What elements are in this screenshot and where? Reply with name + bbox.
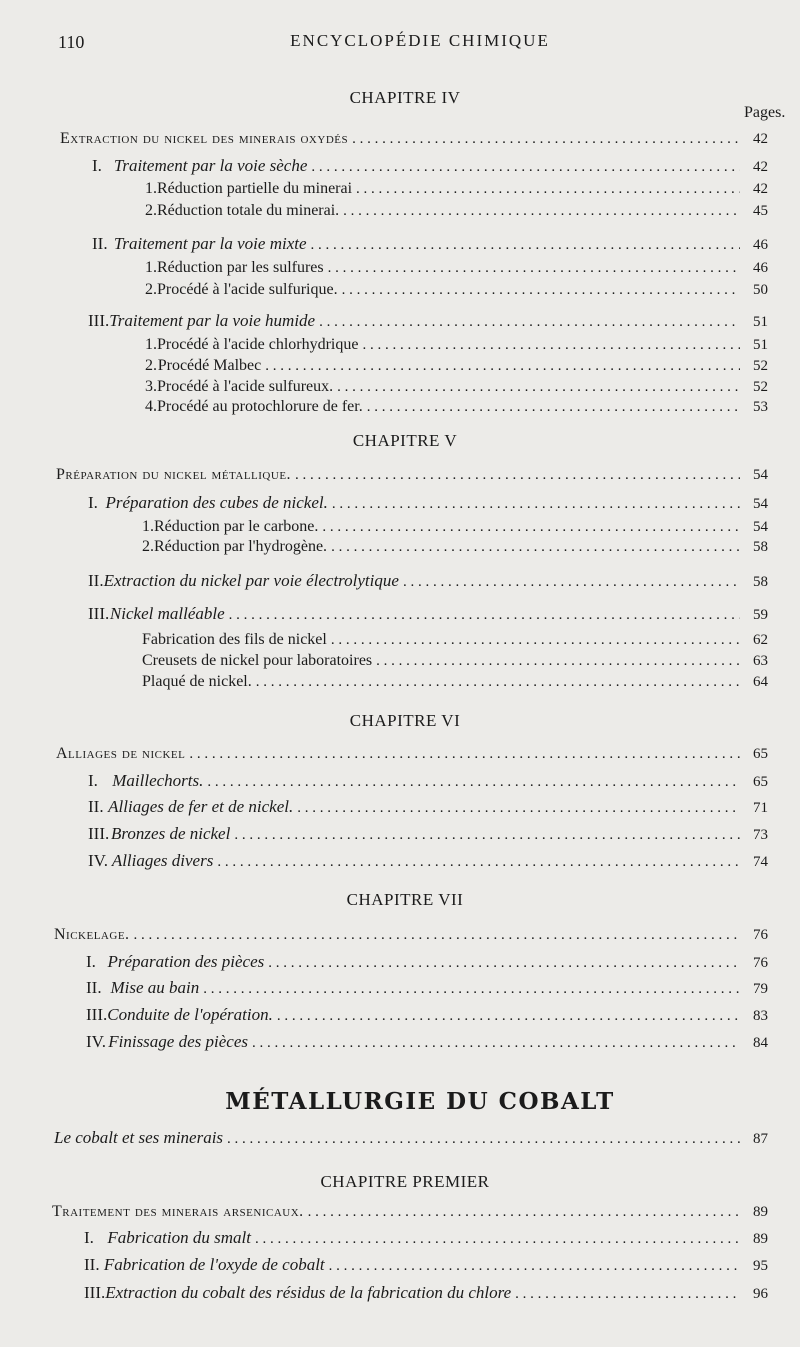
toc-entry-text: Préparation des pièces [107,952,265,971]
dot-leader [376,653,740,670]
toc-entry-page: 64 [753,674,768,690]
toc-entry [145,180,768,202]
dot-leader [234,827,740,844]
toc-entry-number: I. [92,156,102,175]
dot-leader [342,282,740,299]
dot-leader [217,854,740,871]
toc-entry [84,1255,768,1277]
toc-entry-page: 63 [753,653,768,669]
toc-entry-text: Traitement par la voie sèche [113,156,308,175]
toc-entry-text: Nickelage. [54,926,130,943]
toc-entry [56,466,768,488]
toc-entry-text: Alliages de fer et de nickel. [108,797,294,816]
toc-entry-page: 76 [753,927,768,943]
running-title: ENCYCLOPÉDIE CHIMIQUE [290,31,550,50]
toc-entry [88,851,768,873]
toc-entry-number: 2. [145,202,157,219]
toc-entry-page: 58 [753,574,768,590]
toc-entry-text: Traitement par la voie humide [109,311,316,330]
toc-entry-text: Finissage des pièces [108,1032,248,1051]
dot-leader [252,1035,740,1052]
toc-entry-text: Plaqué de nickel. [142,673,252,690]
toc-entry-page: 58 [753,539,768,555]
dot-leader [332,496,740,513]
toc-entry-page: 46 [753,237,768,253]
toc-entry-text: Fabrication de l'oxyde de cobalt [103,1255,325,1274]
toc-entry-text: Préparation des cubes de nickel. [105,493,328,512]
dot-leader [311,159,740,176]
dot-leader [362,337,740,354]
toc-entry [54,926,768,948]
toc-entry-page: 84 [753,1035,768,1051]
toc-entry-page: 83 [753,1008,768,1024]
toc-entry-text: Réduction par l'hydrogène. [154,538,328,555]
toc-entry-page: 42 [753,131,768,147]
toc-entry-number: III. [88,604,110,623]
toc-entry [60,130,768,152]
chapter-heading-premier: CHAPITRE PREMIER [320,1172,490,1191]
page-number: 110 [58,32,85,52]
dot-leader [268,955,740,972]
toc-entry-number: II. [84,1255,100,1274]
dot-leader [322,519,740,536]
toc-entry-text: Conduite de l'opération. [107,1005,273,1024]
toc-entry [142,538,768,560]
toc-entry [88,493,768,515]
dot-leader [227,1131,740,1148]
dot-leader [295,467,740,484]
toc-entry [145,357,768,379]
toc-entry-text: Traitement par la voie mixte [113,234,307,253]
toc-entry [142,652,768,674]
toc-entry [145,398,768,420]
toc-entry [145,259,768,281]
toc-entry [88,604,768,626]
toc-entry-page: 52 [753,379,768,395]
dot-leader [277,1008,740,1025]
toc-entry-page: 73 [753,827,768,843]
toc-entry [145,202,768,224]
toc-entry-number: I. [84,1228,94,1247]
toc-entry-page: 65 [753,746,768,762]
dot-leader [337,379,740,396]
toc-entry-page: 71 [753,800,768,816]
toc-entry-text: Procédé à l'acide sulfurique. [157,281,338,298]
toc-entry-number: 1. [145,259,157,276]
toc-entry-text: Réduction par le carbone. [154,518,319,535]
toc-entry-text: Fabrication des fils de nickel [142,631,327,648]
toc-entry-number: I. [88,493,98,512]
chapter-heading-vi: CHAPITRE VI [349,711,461,730]
toc-entry-number: III. [88,824,110,843]
toc-entry [145,336,768,358]
toc-entry [88,824,768,846]
dot-leader [319,314,740,331]
toc-entry-text: Réduction par les sulfures [157,259,324,276]
toc-entry-text: Traitement des minerais arsenicaux. [52,1203,304,1220]
toc-entry [88,311,768,333]
dot-leader [297,800,740,817]
toc-entry-page: 62 [753,632,768,648]
toc-entry-number: 1. [145,336,157,353]
toc-entry [86,1032,768,1054]
toc-entry-page: 96 [753,1286,768,1302]
toc-entry [56,745,768,767]
toc-entry [88,771,768,793]
toc-entry-text: Bronzes de nickel [111,824,231,843]
toc-entry-page: 87 [753,1131,768,1147]
toc-entry [145,378,768,400]
toc-entry-number: II. [92,234,108,253]
dot-leader [265,358,740,375]
dot-leader [343,203,740,220]
toc-entry-text: Fabrication du smalt [107,1228,251,1247]
toc-entry-number: 2. [145,357,157,374]
toc-entry-number: III. [84,1283,106,1302]
chapter-heading-v: CHAPITRE V [352,431,458,450]
toc-entry-page: 51 [753,314,768,330]
toc-entry-number: 1. [142,518,154,535]
toc-entry [142,631,768,653]
toc-entry-text: Réduction partielle du minerai [157,180,353,197]
toc-entry-text: Réduction totale du minerai. [157,202,340,219]
toc-entry-text: Alliages de nickel [56,745,186,762]
toc-entry-number: 2. [142,538,154,555]
toc-entry-number: II. [86,978,102,997]
toc-entry [92,156,768,178]
pages-column-label: Pages. [744,104,786,121]
dot-leader [329,1258,740,1275]
toc-entry-page: 89 [753,1204,768,1220]
toc-entry-page: 53 [753,399,768,415]
toc-entry-page: 74 [753,854,768,870]
toc-entry-number: 2. [145,281,157,298]
toc-entry [54,1128,768,1150]
dot-leader [308,1204,740,1221]
toc-entry [88,571,768,593]
toc-entry-text: Maillechorts. [112,771,204,790]
dot-leader [134,927,740,944]
toc-entry-page: 42 [753,181,768,197]
toc-entry-number: IV. [88,851,108,870]
toc-entry-page: 51 [753,337,768,353]
toc-entry [145,281,768,303]
toc-entry-page: 54 [753,496,768,512]
dot-leader [256,674,740,691]
toc-entry-page: 89 [753,1231,768,1247]
toc-entry-text: Extraction du nickel des minerais oxydés [60,130,349,147]
dot-leader [229,607,740,624]
dot-leader [367,399,740,416]
toc-entry-number: 3. [145,378,157,395]
toc-entry-text: Le cobalt et ses minerais [54,1128,224,1147]
toc-entry-text: Alliages divers [111,851,214,870]
chapter-heading-vii: CHAPITRE VII [346,890,464,909]
chapter-heading-iv: CHAPITRE IV [349,88,461,107]
toc-entry-page: 95 [753,1258,768,1274]
toc-entry-page: 65 [753,774,768,790]
toc-entry-text: Extraction du nickel par voie électrolytique [103,571,399,590]
toc-entry [88,797,768,819]
toc-entry-number: II. [88,797,104,816]
toc-entry-number: IV. [86,1032,106,1051]
toc-entry-page: 50 [753,282,768,298]
dot-leader [255,1231,740,1248]
toc-entry-number: I. [88,771,98,790]
dot-leader [203,981,740,998]
toc-entry [84,1228,768,1250]
toc-entry-page: 42 [753,159,768,175]
toc-entry-page: 79 [753,981,768,997]
toc-entry-number: 4. [145,398,157,415]
dot-leader [403,574,740,591]
toc-entry [142,518,768,540]
toc-entry-number: 1. [145,180,157,197]
toc-entry-number: I. [86,952,96,971]
toc-entry-number: II. [88,571,104,590]
dot-leader [352,131,740,148]
toc-entry [84,1283,768,1305]
dot-leader [328,260,740,277]
toc-entry-text: Procédé à l'acide chlorhydrique [157,336,359,353]
dot-leader [311,237,740,254]
toc-entry-page: 54 [753,519,768,535]
toc-entry-page: 76 [753,955,768,971]
toc-entry-text: Procédé au protochlorure de fer. [157,398,363,415]
toc-entry-text: Mise au bain [110,978,200,997]
toc-entry-page: 45 [753,203,768,219]
toc-entry-text: Procédé à l'acide sulfureux. [157,378,334,395]
dot-leader [331,539,740,556]
toc-entry-text: Procédé Malbec [157,357,262,374]
toc-entry-text: Extraction du cobalt des résidus de la fabrication du chlore [105,1283,512,1302]
toc-entry-text: Préparation du nickel métallique. [56,466,292,483]
toc-entry-page: 52 [753,358,768,374]
dot-leader [207,774,740,791]
toc-entry-text: Nickel malléable [109,604,225,623]
dot-leader [331,632,740,649]
toc-entry [86,978,768,1000]
dot-leader [189,746,740,763]
toc-entry [92,234,768,256]
toc-entry-number: III. [86,1005,108,1024]
toc-entry-page: 46 [753,260,768,276]
dot-leader [356,181,740,198]
toc-entry [86,1005,768,1027]
section-title: MÉTALLURGIE DU COBALT [225,1088,615,1115]
toc-entry [142,673,768,695]
toc-entry-page: 59 [753,607,768,623]
toc-entry [52,1203,768,1225]
toc-entry-text: Creusets de nickel pour laboratoires [142,652,373,669]
dot-leader [515,1286,740,1303]
toc-entry-page: 54 [753,467,768,483]
toc-entry-number: III. [88,311,110,330]
toc-entry [86,952,768,974]
